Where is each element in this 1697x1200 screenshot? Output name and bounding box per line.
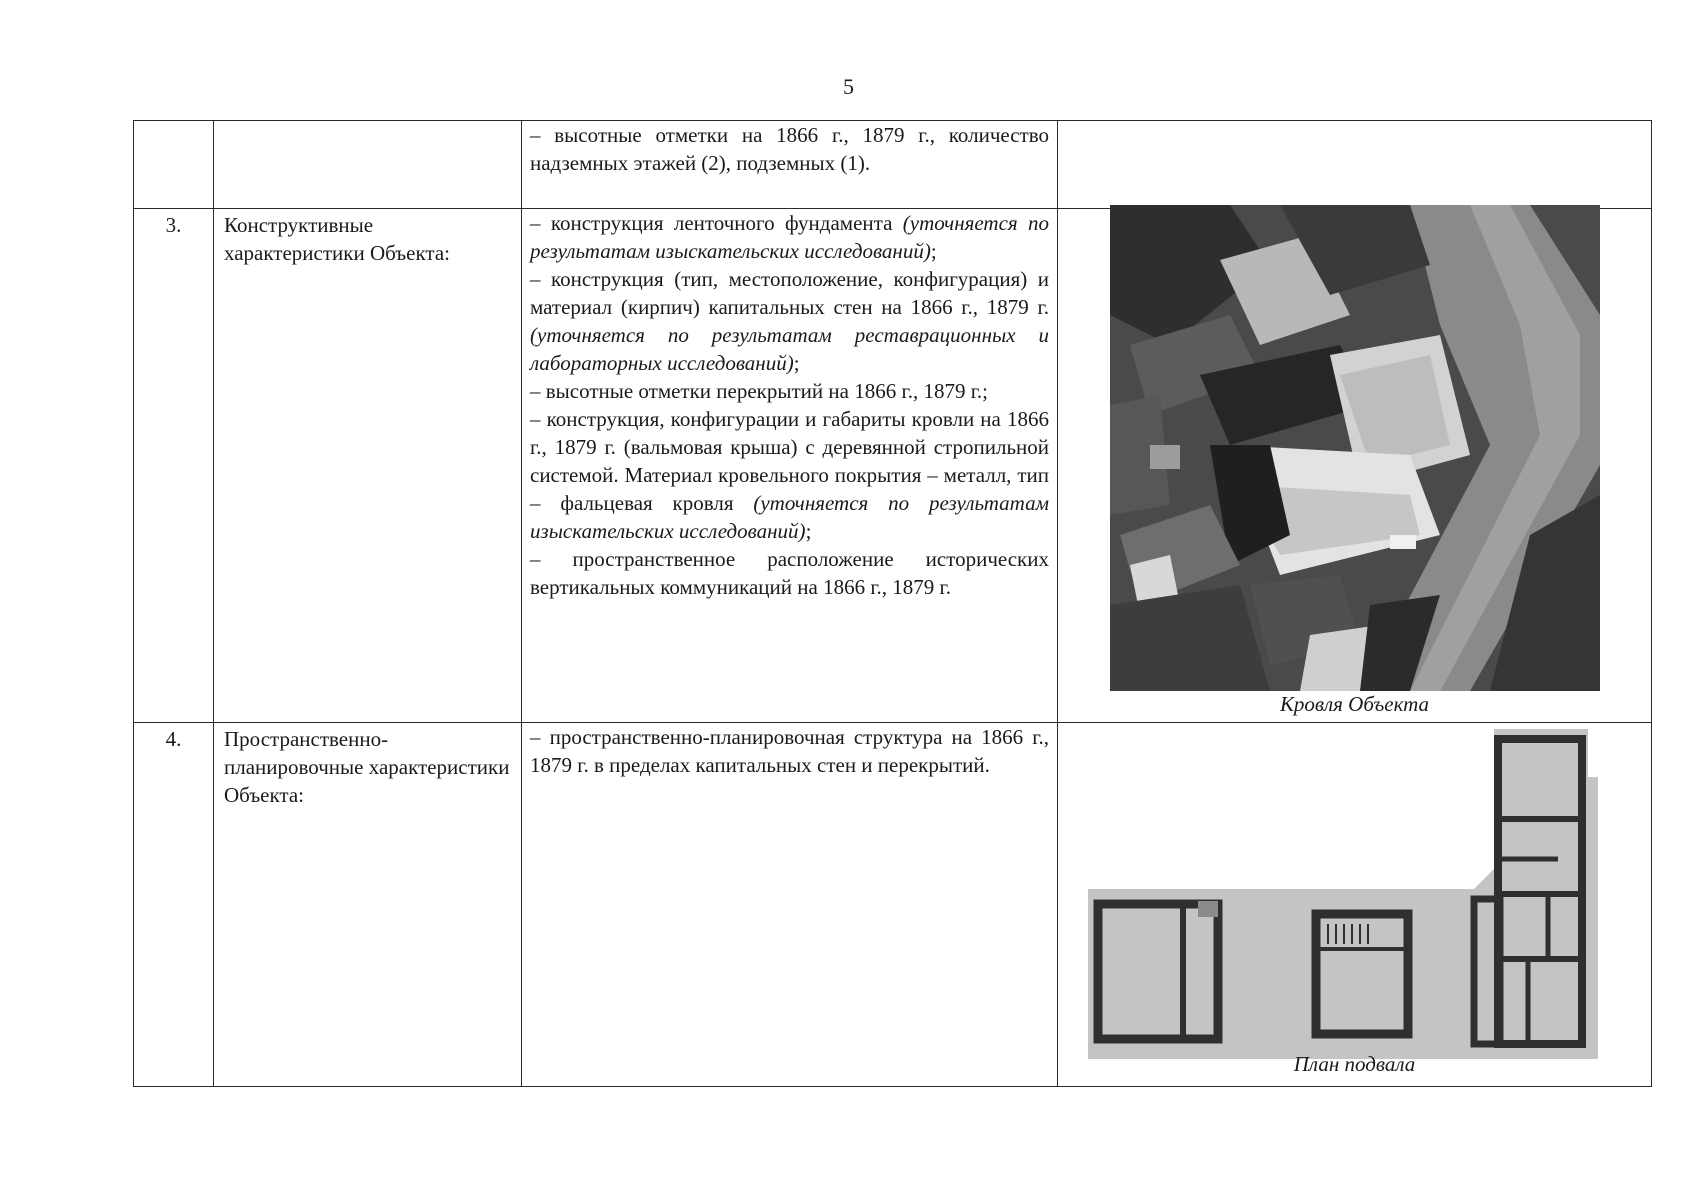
bullet-floor-heights: – высотные отметки перекрытий на 1866 г., 1879 г.; xyxy=(530,379,989,403)
bullet-walls: – конструкция (тип, местоположение, конфигурация) и материал (кирпич) капитальных стен на 1866 г., 1879 г. (уточняется по результатам реставрационных и лабораторных исследований); xyxy=(530,267,1049,375)
num-cell xyxy=(134,121,214,209)
image-cell xyxy=(1058,121,1652,209)
page-number: 5 xyxy=(843,74,854,99)
basement-plan-caption: План подвала xyxy=(1293,1052,1416,1076)
roof-photo-cell xyxy=(1058,209,1652,723)
description-cell xyxy=(522,121,1058,209)
name-cell xyxy=(214,121,522,209)
description-cell xyxy=(522,209,1058,723)
description-text: – высотные отметки на 1866 г., 1879 г., количество надземных этажей (2), подземных (1). xyxy=(530,123,1049,175)
row-title: Пространственно-планировочные характеристики Объекта: xyxy=(214,723,522,1087)
bullet-communications: – пространственное расположение исторических вертикальных коммуникаций на 1866 г., 1879 г. xyxy=(530,547,1049,599)
row-number: 3. xyxy=(134,209,214,723)
characteristics-table xyxy=(133,120,1652,1087)
table-row-continuation xyxy=(134,121,1652,209)
row-title: Конструктивные характеристики Объекта: xyxy=(214,209,522,723)
table-row-constructive xyxy=(134,209,1652,723)
bullet-roof: – конструкция, конфигурации и габариты кровли на 1866 г., 1879 г. (вальмовая крыша) с деревянной стропильной системой. Материал кровельного покрытия – металл, тип – фальцевая кровля (уточняется по результатам изыскательских исследований); xyxy=(530,407,1049,543)
bullet-foundation: – конструкция ленточного фундамента (уточняется по результатам изыскательских исследований); xyxy=(530,211,1050,263)
roof-aerial-photo xyxy=(1110,205,1600,691)
row-number: 4. xyxy=(134,723,214,1087)
basement-plan-drawing xyxy=(1058,729,1652,1059)
basement-plan-cell xyxy=(1058,723,1652,1087)
bullet-planning-structure: – пространственно-планировочная структура на 1866 г., 1879 г. в пределах капитальных стен и перекрытий. xyxy=(530,725,1049,777)
table-row-spatial-planning xyxy=(134,723,1652,1087)
description-cell xyxy=(522,723,1058,1087)
roof-photo-caption: Кровля Объекта xyxy=(1279,692,1430,716)
